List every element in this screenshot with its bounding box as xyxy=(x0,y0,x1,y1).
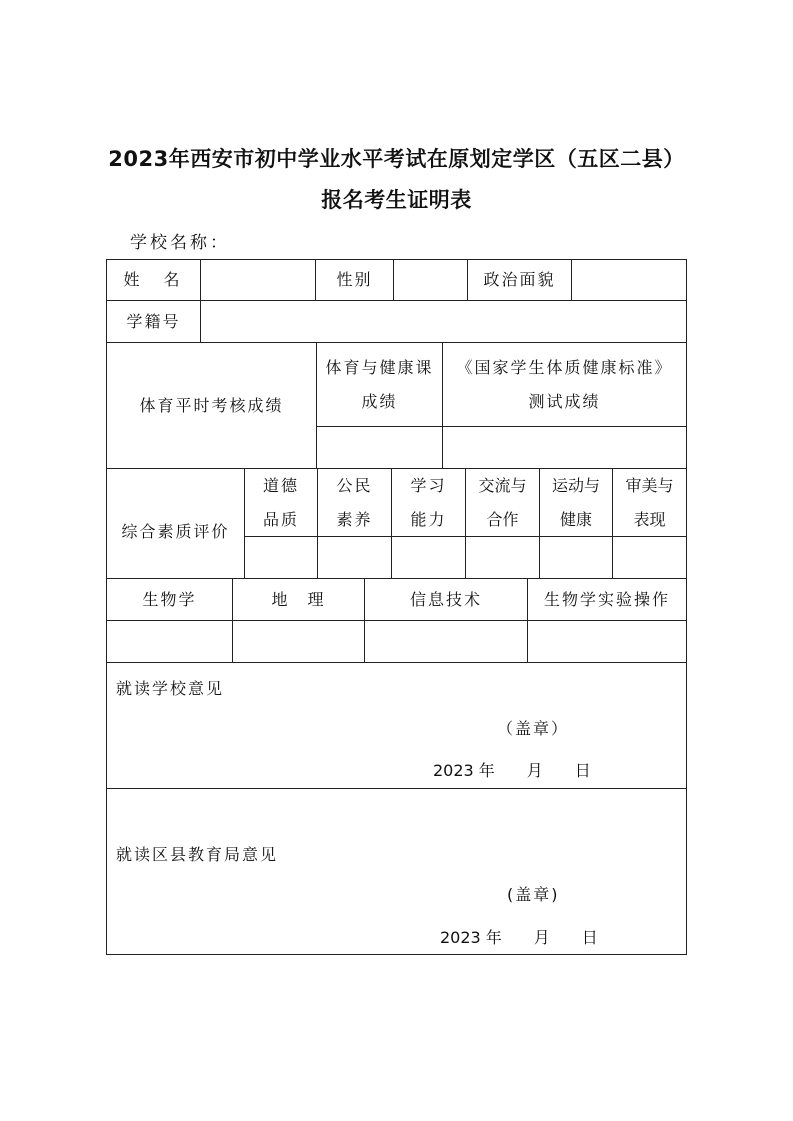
subject-header: 地 理 xyxy=(271,589,326,609)
quality-score-field[interactable] xyxy=(540,537,612,578)
school-name-label: 学校名称： xyxy=(130,233,230,253)
quality-item-line2: 合作 xyxy=(486,509,519,529)
pe-standard-line2: 测试成绩 xyxy=(528,391,601,411)
quality-item-line1: 交流与 xyxy=(478,475,527,495)
quality-item-line2: 素养 xyxy=(336,509,373,529)
document-title-line1: 2023年西安市初中学业水平考试在原划定学区（五区二县） xyxy=(108,147,685,171)
quality-score-field[interactable] xyxy=(613,537,686,578)
quality-item-line1: 运动与 xyxy=(551,475,600,495)
subject-score-field[interactable] xyxy=(528,621,686,662)
quality-item-header xyxy=(613,469,686,536)
name-label: 姓 名 xyxy=(123,270,184,289)
pe-standard-line1: 《国家学生体质健康标准》 xyxy=(456,357,673,377)
row-divider xyxy=(106,788,687,789)
pe-course-score-field[interactable] xyxy=(317,427,442,468)
district-opinion-seal: (盖章) xyxy=(507,885,560,904)
subject-header: 生物学实验操作 xyxy=(543,589,670,609)
quality-item-line2: 能力 xyxy=(410,509,447,529)
school-opinion-seal: （盖章） xyxy=(497,719,570,738)
quality-score-field[interactable] xyxy=(392,537,465,578)
quality-evaluation-label: 综合素质评价 xyxy=(121,521,230,541)
political-status-label: 政治面貌 xyxy=(483,270,556,289)
quality-item-line1: 学习 xyxy=(410,475,447,495)
subject-header: 生物学 xyxy=(142,589,197,609)
subject-header: 信息技术 xyxy=(409,589,482,609)
quality-item-header xyxy=(318,469,391,536)
quality-item-line1: 审美与 xyxy=(625,475,674,495)
quality-item-header xyxy=(245,469,317,536)
pe-course-score-header xyxy=(317,343,442,426)
quality-item-line1: 道德 xyxy=(262,475,299,495)
pe-score-label: 体育平时考核成绩 xyxy=(139,395,284,415)
quality-item-line1: 公民 xyxy=(336,475,373,495)
gender-field[interactable] xyxy=(394,260,467,300)
row-divider xyxy=(106,662,687,663)
table-border-bottom xyxy=(106,954,687,955)
pe-standard-score-header xyxy=(443,343,686,426)
quality-item-header xyxy=(540,469,612,536)
table-border-right xyxy=(686,259,687,955)
political-status-field[interactable] xyxy=(572,260,686,300)
subject-score-field[interactable] xyxy=(365,621,527,662)
student-id-field[interactable] xyxy=(201,301,686,342)
gender-label: 性别 xyxy=(336,270,373,289)
document-title-line2: 报名考生证明表 xyxy=(321,188,472,212)
pe-course-line1: 体育与健康课 xyxy=(325,357,434,377)
district-opinion-date: 2023 年 月 日 xyxy=(440,928,598,947)
quality-score-field[interactable] xyxy=(318,537,391,578)
quality-score-field[interactable] xyxy=(245,537,317,578)
quality-score-field[interactable] xyxy=(466,537,539,578)
quality-item-line2: 表现 xyxy=(633,509,666,529)
school-opinion-label: 就读学校意见 xyxy=(116,679,225,698)
name-field[interactable] xyxy=(201,260,315,300)
subject-score-field[interactable] xyxy=(107,621,232,662)
quality-item-line2: 品质 xyxy=(262,509,299,529)
student-id-label: 学籍号 xyxy=(126,311,181,331)
pe-course-line2: 成绩 xyxy=(361,391,398,411)
quality-item-header xyxy=(392,469,465,536)
quality-item-line2: 健康 xyxy=(559,509,592,529)
pe-standard-score-field[interactable] xyxy=(443,427,686,468)
subject-score-field[interactable] xyxy=(233,621,364,662)
quality-item-header xyxy=(466,469,539,536)
school-opinion-date: 2023 年 月 日 xyxy=(433,761,591,780)
district-opinion-label: 就读区县教育局意见 xyxy=(116,845,279,864)
